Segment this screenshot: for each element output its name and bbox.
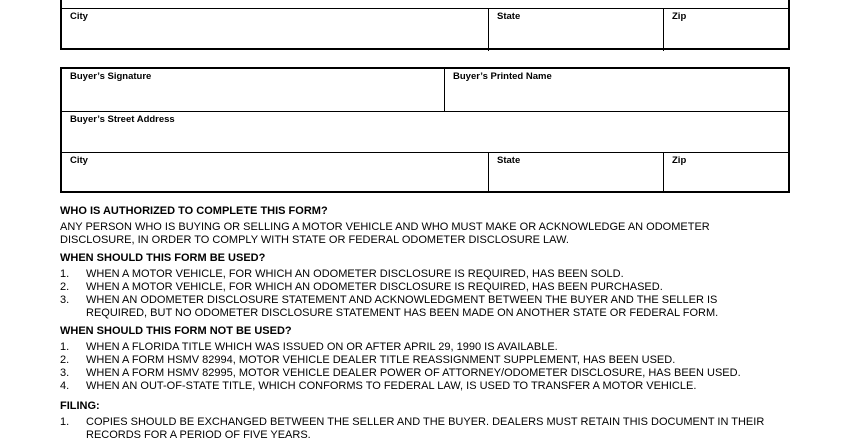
buyer-city-field[interactable] <box>62 153 488 192</box>
buyer-state-field[interactable] <box>488 153 663 192</box>
buyer-city-label: City <box>70 155 88 166</box>
buyer-zip-label: Zip <box>672 155 687 166</box>
seller-city-label: City <box>70 11 88 22</box>
buyer-street-address-field[interactable] <box>62 112 788 153</box>
when-not-used-heading: WHEN SHOULD THIS FORM NOT BE USED? <box>60 325 292 337</box>
seller-state-field[interactable] <box>488 9 663 51</box>
who-text-line: ANY PERSON WHO IS BUYING OR SELLING A MOTOR VEHICLE AND WHO MUST MAKE OR ACKNOWLEDGE AN ODOMETER <box>60 221 710 233</box>
seller-city-field[interactable] <box>62 9 488 51</box>
seller-state-label: State <box>497 11 521 22</box>
seller-city-row <box>62 8 788 51</box>
buyer-signature-field[interactable] <box>62 69 444 111</box>
buyer-street-address-label: Buyer’s Street Address <box>70 114 175 125</box>
seller-zip-label: Zip <box>672 11 687 22</box>
filing-heading: FILING: <box>60 400 100 412</box>
seller-zip-field[interactable] <box>663 9 788 51</box>
seller-address-box <box>60 0 790 50</box>
who-text-line: DISCLOSURE, IN ORDER TO COMPLY WITH STATE OR FEDERAL ODOMETER DISCLOSURE LAW. <box>60 234 569 246</box>
buyer-street-row <box>62 111 788 153</box>
when-used-heading: WHEN SHOULD THIS FORM BE USED? <box>60 252 266 264</box>
who-heading: WHO IS AUTHORIZED TO COMPLETE THIS FORM? <box>60 205 328 217</box>
buyer-printed-name-label: Buyer’s Printed Name <box>453 71 552 82</box>
buyer-zip-field[interactable] <box>663 153 788 192</box>
buyer-city-row <box>62 152 788 192</box>
buyer-printed-name-field[interactable] <box>444 69 788 111</box>
buyer-state-label: State <box>497 155 521 166</box>
buyer-info-box <box>60 67 790 193</box>
buyer-signature-label: Buyer’s Signature <box>70 71 152 82</box>
buyer-signature-row <box>62 69 788 111</box>
